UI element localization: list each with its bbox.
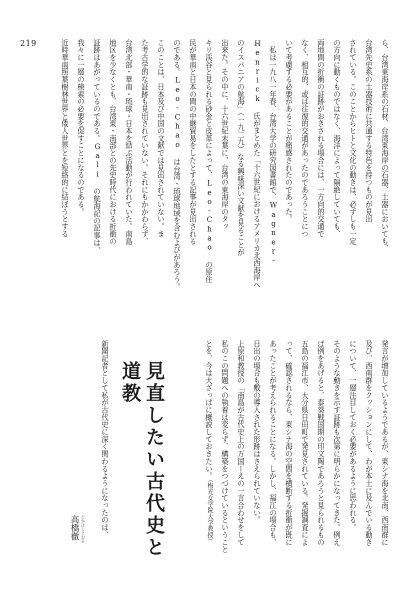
author-name: 高橋徹 [69,515,79,541]
text-column: ら、台湾東海岸系の石材、台湾東海岸の石器、土器においても、 [381,39,390,253]
text-column: なく、相互的、或は往復的交通があったのであろうことにつ [301,39,310,238]
text-column: 我々に一層の検索の必要を促すことになるのである。 [77,39,86,216]
text-column: 及び、西南群をクッションにして、わが本土に及んでいる動き [365,340,374,546]
text-column: の方向に動くものではなく、海洋によって隔絶していても、 [333,39,342,238]
text-column: 五島の福江市、大分県日田町で発見されている。発掘調査によ [301,340,310,546]
text-column: 出来た。その中に、十六世紀末葉に、台湾の東海岸のタッ [221,39,230,231]
text-column: あったことが考えられることになる。しかし、福江の場合も、 [269,340,278,546]
text-column: そのような動きを示す証跡も次第に明らかになってきた。例え [333,340,342,546]
text-column: 台湾北部・華南・琉球・日本を結ぶ活動が行われていた。南島 [125,39,134,245]
text-column: 日出の場合も敷の導入された形跡はさえられていない。 [253,340,262,524]
text-column: いて考慮する必要があることが痛感されたのであった。 [285,39,294,223]
author-affiliation: （梅光女学院大学教授） [206,479,213,545]
text-column [204,340,214,555]
text-column: って、確認されるなら、東シナ海の空間を横断する折衝が既に [285,340,294,546]
text-column: のイスパニアの航海」（一九二九）なる興味深い文献を見ることが [237,39,246,256]
text-column: 私は一九八一年春、台湾大学の研究図書館で、Wagner- [269,39,278,265]
text-column: 発言が増加しているようであるが、東シナ海を北南、西南群に [381,340,390,546]
text-column: 民が華南と日本の間の中継貿易をしたとする記事が見出される [189,39,198,245]
text-column: このことは、日本及び中国の文献では見出されていない。ま [157,39,166,238]
text-column-content: とを、今は大ざっぱに概説しておきたい。 [205,340,214,480]
text-column: のである。Leo-Chao は台湾・琉球地域を含むよびがあろう。 [173,39,182,291]
text-column: キリ渓谷と見られる砂金と皮革によって、Leo-Chao の原住 [205,39,214,284]
author-ruby: たかはしとおる [81,515,86,543]
text-column: た考古学的な証跡も見出されていない。それにもかかわらず、 [141,39,150,245]
page-number: 219 [20,39,37,48]
text-column: されている。このことからヒトと文化の動きは、必ずしも一定 [349,39,358,245]
text-column: 近時華南照葉樹林世界と倭人世界とを短絡的に結ぼうとする [61,39,70,238]
text-column: 地区を少なくとも、台湾東・南部との先史時代における折衝の [109,39,118,245]
text-column: 両地間の折衝の証跡がおきされる場合には、一方向的交通で [317,39,326,238]
text-column: 証跡はあがっているのである。Gali の航海記の記事は、 [93,39,102,254]
article-opening-column: 新聞記者として私が古代史に深く関わるようになったのは、 [101,340,110,539]
text-column: 上原和教授の「南島が古代史上の万国ーえの一言合わせをして [237,340,246,546]
text-column: 私のこの問題への執着は変らず、構築をつづけているということ [221,340,230,554]
text-column: ば例をあげると、泰葵戦国期の印文陶であろうと見られるもの [317,340,326,546]
text-column: について、一層注目しておく必要があるように思われる。 [349,340,358,532]
article-title: 見直したい古代史と道教 [119,361,165,559]
text-column: 台湾先史系の土器技術に共通する特色を持つものが見出 [365,39,374,223]
text-column: Henrick 氏がまとめた「十六世紀におけるアメリカ北西海岸へ [253,39,262,289]
